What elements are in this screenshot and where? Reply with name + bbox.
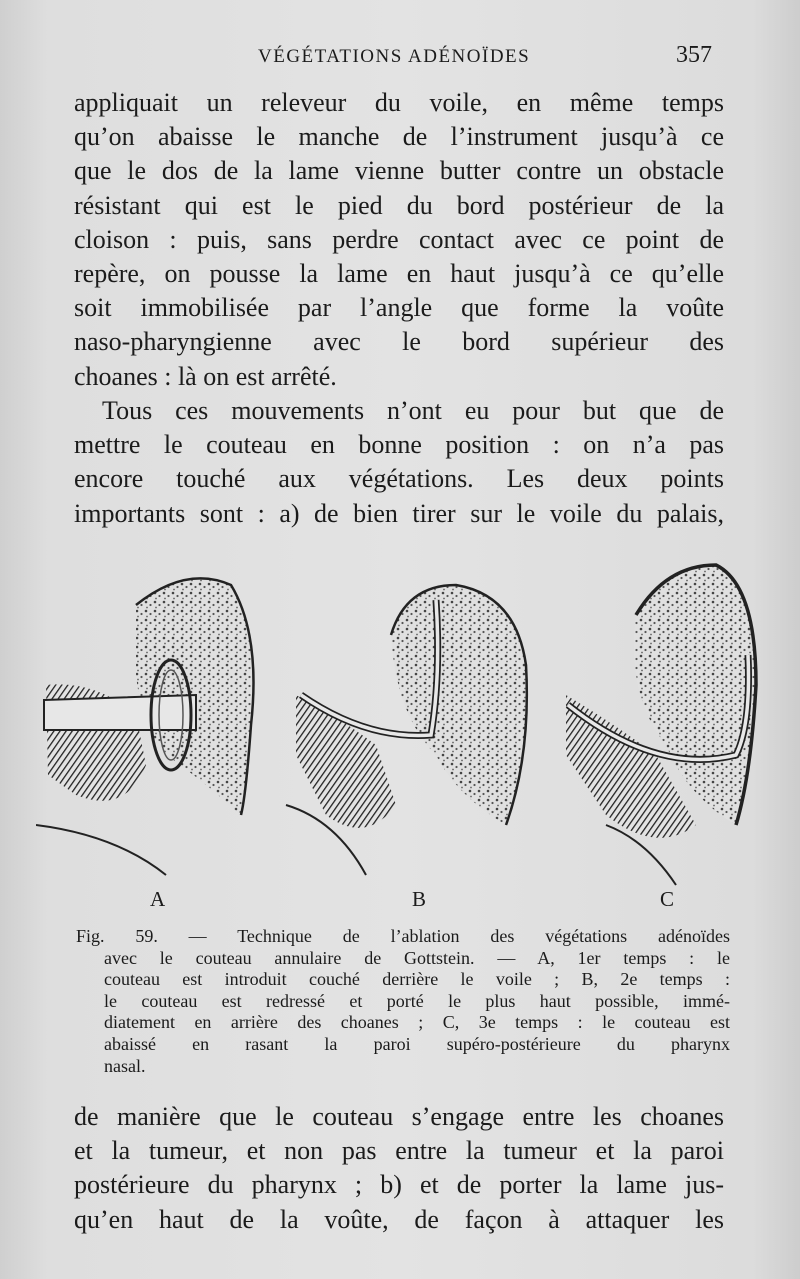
paragraph-2 bbox=[74, 394, 724, 531]
text-line: importants sont : a) de bien tirer sur le voile du palais, bbox=[74, 498, 724, 528]
text-line: appliquait un releveur du voile, en même temps bbox=[74, 88, 724, 117]
running-title: VÉGÉTATIONS ADÉNOÏDES bbox=[258, 46, 531, 67]
figure-caption bbox=[76, 926, 730, 1077]
text-line: choanes : là on est arrêté. bbox=[74, 361, 337, 391]
caption-line: nasal. bbox=[104, 1055, 146, 1076]
drawing-b bbox=[286, 585, 527, 875]
figure-label-c: C bbox=[660, 887, 675, 911]
page-header bbox=[0, 42, 800, 76]
text-line: repère, on pousse la lame en haut jusqu’à ce qu’elle bbox=[74, 258, 724, 288]
figure-label-b: B bbox=[412, 887, 427, 911]
text-line: encore touché aux végétations. Les deux points bbox=[74, 464, 724, 494]
caption-line: diatement en arrière des choanes ; C, 3e temps : le couteau est bbox=[104, 1012, 730, 1033]
text-line: qu’en haut de la voûte, de façon à attaquer les bbox=[74, 1204, 724, 1234]
text-line: qu’on abaisse le manche de l’instrument jusqu’à ce bbox=[74, 122, 724, 152]
text-line: résistant qui est le pied du bord postérieur de la bbox=[74, 190, 724, 220]
text-line: naso-pharyngienne avec le bord supérieur des bbox=[74, 327, 724, 357]
text-line: cloison : puis, sans perdre contact avec ce point de bbox=[74, 224, 724, 254]
caption-line: Fig. 59. — Technique de l’ablation des végétations adénoïdes bbox=[76, 926, 730, 946]
caption-line: le couteau est redressé et porté le plus haut possible, immé- bbox=[104, 990, 730, 1011]
paragraph-1 bbox=[74, 86, 724, 394]
text-line: Tous ces mouvements n’ont eu pour but que de bbox=[102, 396, 724, 425]
caption-line: abaissé en rasant la paroi supéro-postérieure du pharynx bbox=[104, 1033, 730, 1054]
text-line: postérieure du pharynx ; b) et de porter la lame jus- bbox=[74, 1170, 724, 1200]
page-number: 357 bbox=[676, 42, 712, 68]
text-line: et la tumeur, et non pas entre la tumeur et la paroi bbox=[74, 1136, 724, 1166]
text-line: de manière que le couteau s’engage entre les choanes bbox=[74, 1102, 724, 1131]
text-line: que le dos de la lame vienne butter contre un obstacle bbox=[74, 156, 724, 186]
drawing-c bbox=[566, 565, 756, 885]
caption-line: avec le couteau annulaire de Gottstein. — A, 1er temps : le bbox=[104, 947, 730, 968]
paragraph-3 bbox=[74, 1100, 724, 1237]
text-line: soit immobilisée par l’angle que forme la voûte bbox=[74, 293, 724, 323]
text-line: mettre le couteau en bonne position : on n’a pas bbox=[74, 430, 724, 460]
drawing-a bbox=[36, 578, 254, 875]
figure-label-a: A bbox=[150, 887, 166, 911]
figure-illustration bbox=[36, 555, 766, 915]
caption-line: couteau est introduit couché derrière le voile ; B, 2e temps : bbox=[104, 969, 730, 990]
